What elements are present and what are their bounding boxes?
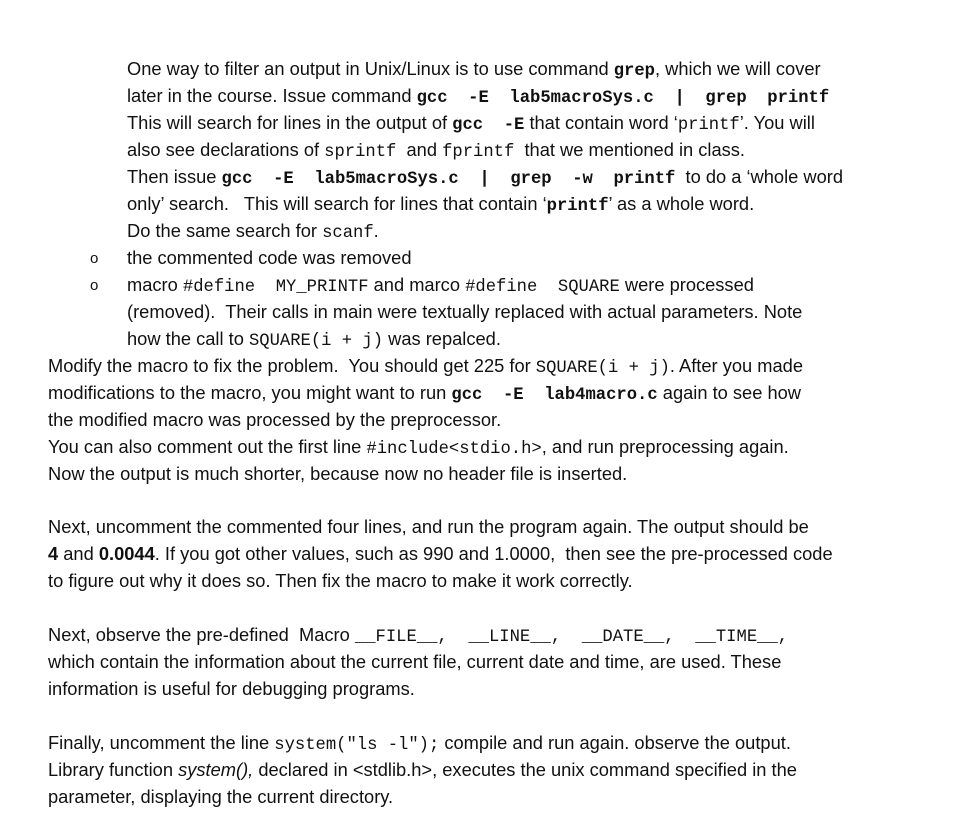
text-line [48, 352, 803, 382]
text: ’ as a whole word. [608, 193, 755, 214]
text-line [127, 82, 829, 112]
text: and [396, 139, 443, 160]
code-text: printf [546, 197, 609, 216]
text: You can also comment out the first line [48, 436, 367, 457]
italic-text: system(), [178, 759, 254, 780]
code-text: #define MY_PRINTF [182, 278, 369, 297]
text-line [127, 325, 501, 355]
text: macro [127, 274, 183, 295]
text: again to see how [657, 382, 802, 403]
text-line [48, 540, 833, 567]
text: One way to filter an output in Unix/Linux is to use command [127, 58, 614, 79]
text-line [127, 298, 802, 325]
bullet-marker: o [90, 250, 99, 267]
text: later in the course. Issue command [127, 85, 417, 106]
bold-value: 4 [48, 543, 59, 564]
code-text: __FILE__, __LINE__, __DATE__, __TIME__, [354, 628, 789, 647]
text-line [48, 433, 789, 463]
text: compile and run again. observe the output. [439, 732, 791, 753]
text: . [373, 220, 379, 241]
text: Do the same search for [127, 220, 323, 241]
text-line [48, 621, 788, 651]
text: Finally, uncomment the line [48, 732, 275, 753]
text-line [127, 163, 843, 193]
text: that we mentioned in class. [514, 139, 745, 160]
text-line [127, 55, 821, 85]
code-text: system("ls -l"); [274, 736, 440, 755]
code-text: printf [677, 116, 740, 135]
text-line [127, 217, 379, 247]
text-line [48, 783, 393, 810]
text: . If you got other values, such as 990 and 1.0000, then see the pre-processed code [154, 543, 833, 564]
text: parameter, displaying the current directory. [48, 786, 394, 807]
text: only’ search. This will search for lines that contain ‘ [127, 193, 547, 214]
text: were processed [619, 274, 754, 295]
text: information is useful for debugging programs. [48, 678, 415, 699]
text: Then issue [127, 166, 222, 187]
text: modifications to the macro, you might want to run [48, 382, 452, 403]
code-command: gcc -E lab4macro.c [451, 386, 658, 405]
bullet-marker: o [90, 277, 99, 294]
text: how the call to [127, 328, 249, 349]
text: also see declarations of [127, 139, 325, 160]
text-line [48, 648, 781, 675]
text-line [127, 190, 754, 220]
code-text: grep [613, 62, 655, 81]
code-text: sprintf [324, 143, 397, 162]
text: which contain the information about the current file, current date and time, are used. These [48, 651, 782, 672]
text-line [48, 513, 809, 540]
text-line [48, 406, 501, 433]
text: Next, uncomment the commented four lines, and run the program again. The output should be [48, 516, 809, 537]
text: , which we will cover [655, 58, 821, 79]
code-text: #include<stdio.h> [366, 440, 542, 459]
text-line [48, 675, 415, 702]
code-text: SQUARE(i + j) [248, 332, 384, 351]
text: Library function [48, 759, 179, 780]
text: ’. You will [739, 112, 815, 133]
text: and marco [368, 274, 466, 295]
text: was repalced. [383, 328, 501, 349]
text: , and run preprocessing again. [541, 436, 789, 457]
text: to figure out why it does so. Then fix the macro to make it work correctly. [48, 570, 633, 591]
code-text: gcc -E [452, 116, 525, 135]
text: the modified macro was processed by the preprocessor. [48, 409, 502, 430]
code-text: scanf [322, 224, 374, 243]
text: to do a ‘whole word [675, 166, 844, 187]
code-text: #define SQUARE [465, 278, 620, 297]
text: This will search for lines in the output of [127, 112, 453, 133]
text: . After you made [669, 355, 804, 376]
text: Modify the macro to fix the problem. You should get 225 for [48, 355, 536, 376]
text: Next, observe the pre-defined Macro [48, 624, 355, 645]
code-text: SQUARE(i + j) [535, 359, 670, 378]
text-line [127, 136, 745, 166]
code-command: gcc -E lab5macroSys.c | grep printf [416, 89, 830, 108]
text: (removed). Their calls in main were textually replaced with actual parameters. Note [127, 301, 803, 322]
text-line [48, 460, 627, 487]
text-line [48, 379, 801, 409]
text: the commented code was removed [127, 247, 412, 268]
text: and [58, 543, 99, 564]
bullet-item [127, 271, 754, 301]
code-command: gcc -E lab5macroSys.c | grep -w printf [221, 170, 676, 189]
bold-value: 0.0044 [98, 543, 155, 564]
text: that contain word ‘ [524, 112, 678, 133]
code-text: fprintf [442, 143, 515, 162]
text-line [48, 567, 633, 594]
text-line [48, 756, 797, 783]
text: declared in <stdlib.h>, executes the unix command specified in the [253, 759, 797, 780]
text-line [48, 729, 791, 759]
text-line [127, 109, 815, 139]
bullet-item [127, 244, 412, 271]
text: Now the output is much shorter, because now no header file is inserted. [48, 463, 628, 484]
